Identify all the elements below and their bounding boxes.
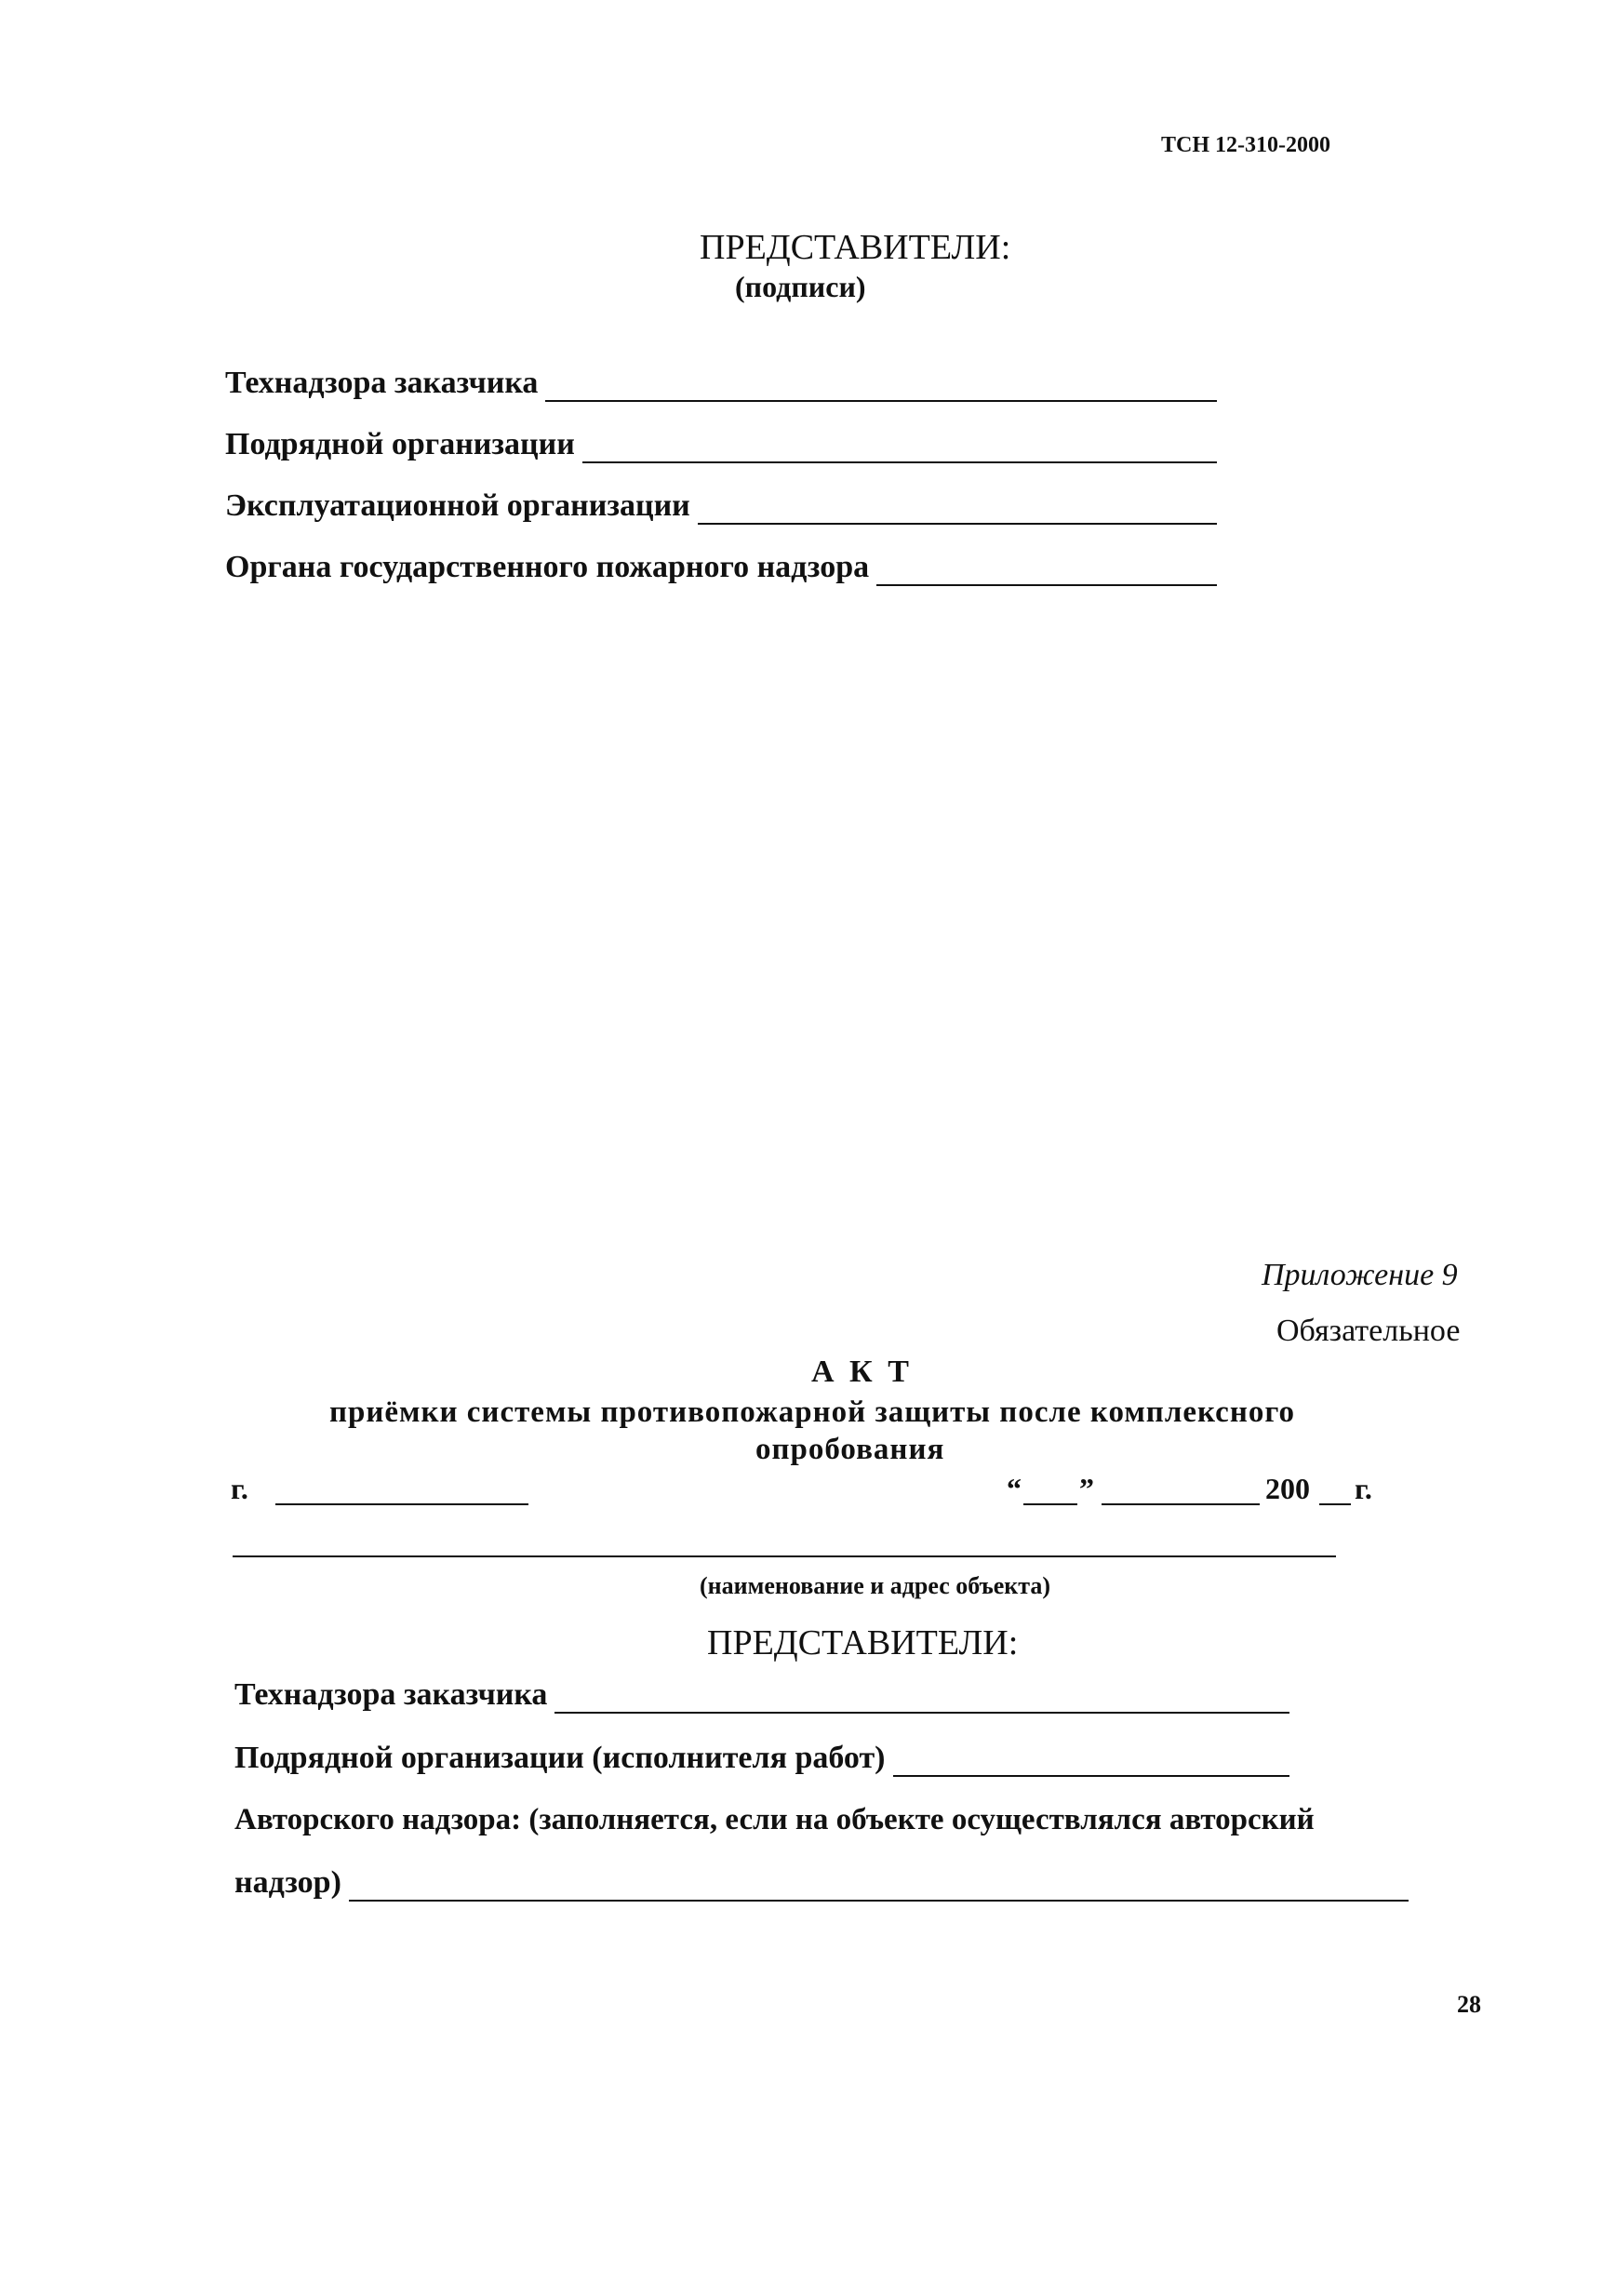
act-field-line[interactable]	[349, 1872, 1409, 1902]
date-year-suffix: г.	[1355, 1472, 1372, 1505]
act-field-line[interactable]	[554, 1684, 1289, 1714]
act-author-supervision-label: Авторского надзора: (заполняется, если на объекте осуществлялся авторский	[234, 1803, 1315, 1836]
signature-row-fire-supervision	[225, 549, 1217, 586]
act-subtitle-continuation: опробования	[755, 1433, 945, 1466]
date-year-field[interactable]	[1319, 1475, 1351, 1505]
signature-row-operating-org	[225, 487, 1217, 525]
signature-line	[545, 372, 1217, 402]
appendix-label: Приложение 9	[1262, 1258, 1458, 1292]
date-month-field[interactable]	[1102, 1475, 1260, 1505]
object-name-field[interactable]	[233, 1528, 1336, 1557]
page-number: 28	[1457, 1991, 1481, 2018]
act-subtitle: приёмки системы противопожарной защиты после комплексного	[329, 1395, 1295, 1429]
signature-label: Органа государственного пожарного надзора	[225, 550, 870, 584]
city-field[interactable]	[275, 1475, 528, 1505]
signature-label: Технадзора заказчика	[225, 366, 539, 400]
section-title: ПРЕДСТАВИТЕЛИ:	[700, 228, 1011, 267]
appendix-status: Обязательное	[1276, 1314, 1461, 1348]
act-title: А К Т	[811, 1355, 913, 1389]
city-prefix: г.	[231, 1472, 248, 1505]
act-field-label: Подрядной организации (исполнителя работ)	[234, 1741, 886, 1775]
date-year-prefix: 200	[1265, 1472, 1310, 1505]
section-subtitle: (подписи)	[735, 270, 866, 303]
document-code: ТСН 12-310-2000	[1161, 133, 1330, 157]
signature-line	[876, 556, 1217, 586]
act-row-author-supervision	[234, 1864, 1409, 1902]
signature-row-tech-supervision	[225, 365, 1217, 402]
act-row-contractor	[234, 1740, 1289, 1777]
object-caption: (наименование и адрес объекта)	[700, 1572, 1051, 1599]
date-open-quote: “	[1007, 1472, 1022, 1505]
act-field-label: надзор)	[234, 1865, 341, 1900]
act-field-label: Технадзора заказчика	[234, 1677, 548, 1712]
signature-line	[698, 495, 1217, 525]
act-field-line[interactable]	[893, 1747, 1289, 1777]
signature-label: Эксплуатационной организации	[225, 488, 690, 523]
act-representatives-title: ПРЕДСТАВИТЕЛИ:	[707, 1623, 1019, 1662]
signature-label: Подрядной организации	[225, 427, 575, 461]
act-row-tech-supervision	[234, 1676, 1289, 1714]
date-day-field[interactable]	[1023, 1475, 1077, 1505]
date-close-quote: ”	[1079, 1472, 1094, 1505]
signature-line	[582, 434, 1217, 463]
signature-row-contractor	[225, 426, 1217, 463]
